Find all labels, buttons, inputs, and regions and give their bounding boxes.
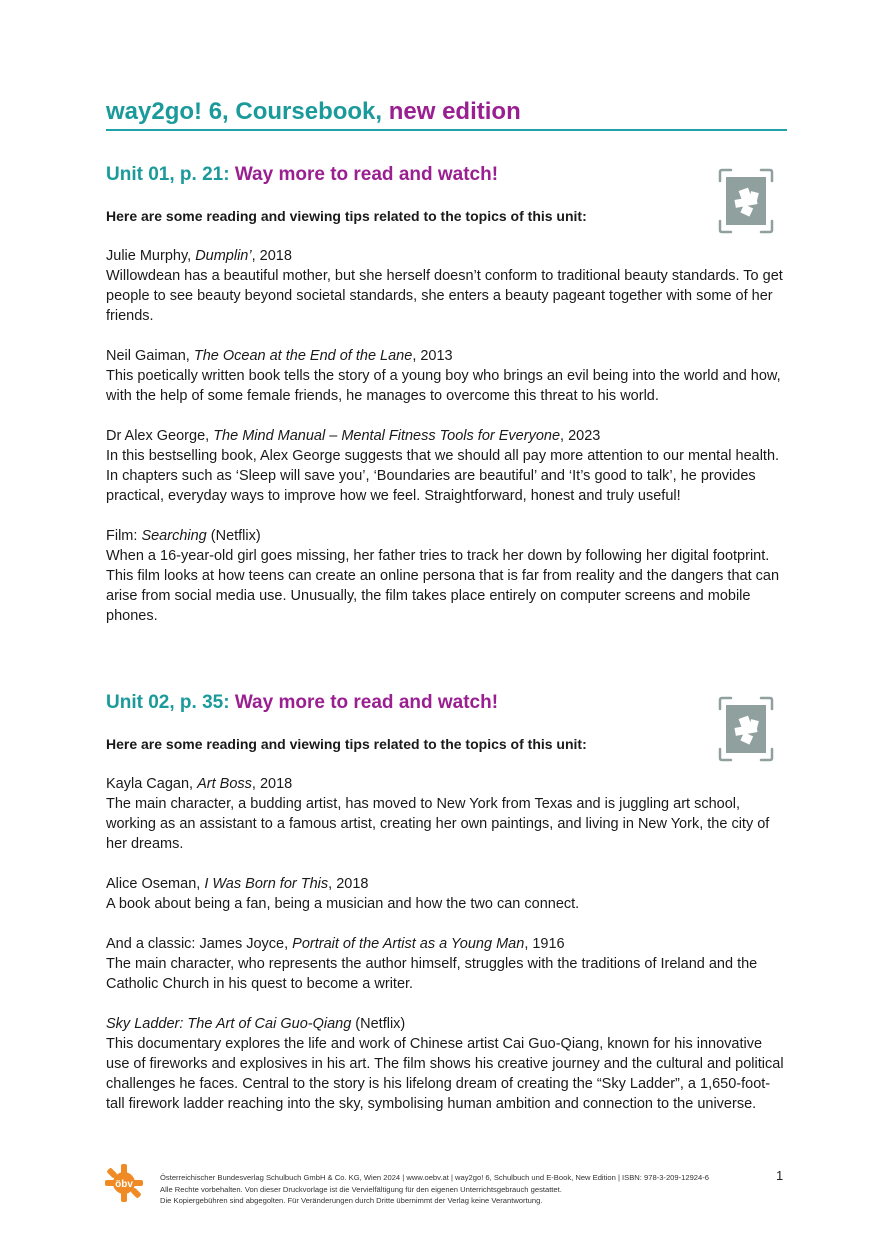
entry-work-title: The Mind Manual – Mental Fitness Tools for Everyone [213,428,561,444]
footer-line: Alle Rechte vorbehalten. Von dieser Druckvorlage ist die Vervielfältigung für den eigenen Unterrichtsgebrauch gestattet. [160,1184,562,1194]
title-edition: new edition [388,98,521,125]
footer-imprint [160,1172,770,1207]
unit-heading-prefix: Unit 02, p. 35: [106,692,230,713]
resource-link-icon[interactable] [717,168,775,234]
entry-description: Willowdean has a beautiful mother, but she herself doesn’t conform to traditional beauty standards. To get people to see beauty beyond societal standards, she enters a beauty pageant together with some of her friends. [106,268,783,324]
list-item [106,346,796,406]
list-item [106,874,796,914]
logo-text: öbv [115,1179,133,1190]
entry-title: Julie Murphy, Dumplin’, 2018 [106,248,292,264]
entry-work-title: Art Boss [197,776,252,792]
title-divider [106,129,787,131]
list-item [106,246,796,326]
entry-description: The main character, a budding artist, has moved to New York from Texas and is juggling art school, working as an assistant to a famous artist, creating her own paintings, and living in New York, the city of her dreams. [106,796,770,852]
list-item [106,526,796,626]
entry-title: Film: Searching (Netflix) [106,528,261,544]
unit-heading [106,690,796,716]
unit-heading-title: Way more to read and watch! [234,692,499,713]
footer-line: Österreichischer Bundesverlag Schulbuch GmbH & Co. KG, Wien 2024 | www.oebv.at | way2go! 6, Schulbuch und E-Book, New Edition | ISBN: 978-3-209-12924-6 [160,1173,710,1182]
document-title [106,96,786,128]
list-item [106,934,796,994]
list-item [106,426,796,506]
unit-02-section [106,690,796,1114]
unit-intro: Here are some reading and viewing tips related to the topics of this unit: [106,736,587,752]
entry-work-title: Portrait of the Artist as a Young Man [292,936,525,952]
resource-link-icon[interactable] [717,696,775,762]
unit-01-section [106,162,796,626]
entry-title: Kayla Cagan, Art Boss, 2018 [106,776,293,792]
title-main: way2go! 6, Coursebook, [106,98,383,125]
list-item [106,774,796,854]
entry-description: When a 16-year-old girl goes missing, her father tries to track her down by following her digital footprint. This film looks at how teens can create an online persona that is far from reality and the dangers that can arise from social media use. Unusually, the film takes place entirely on computer screens and mobile phones. [106,548,780,624]
entry-work-title: Sky Ladder: The Art of Cai Guo-Qiang [106,1016,352,1032]
list-item [106,1014,796,1114]
entry-title: Neil Gaiman, The Ocean at the End of the Lane, 2013 [106,348,453,364]
publisher-logo [104,1163,144,1203]
entry-description: This poetically written book tells the story of a young boy who brings an evil being into the world and how, with the help of some female friends, he manages to overcome this threat to his world. [106,368,781,404]
entry-description: The main character, who represents the author himself, struggles with the traditions of Ireland and the Catholic Church in his quest to become a writer. [106,956,758,992]
entry-title: Alice Oseman, I Was Born for This, 2018 [106,876,369,892]
entry-work-title: I Was Born for This [204,876,329,892]
entry-description: In this bestselling book, Alex George suggests that we should all pay more attention to our mental health. In chapters such as ‘Sleep will save you’, ‘Boundaries are beautiful’ and ‘It’s good to talk’, he provides practical, everyday ways to improve how we feel. Straightforward, honest and truly useful! [106,448,780,504]
entry-title: And a classic: James Joyce, Portrait of the Artist as a Young Man, 1916 [106,936,565,952]
entry-work-title: The Ocean at the End of the Lane [193,348,413,364]
unit-heading-prefix: Unit 01, p. 21: [106,164,230,185]
entry-description: A book about being a fan, being a musician and how the two can connect. [106,896,580,912]
unit-intro: Here are some reading and viewing tips related to the topics of this unit: [106,208,587,224]
entry-work-title: Searching [141,528,207,544]
footer-line: Die Kopiergebühren sind abgegolten. Für Veränderungen durch Dritte übernimmt der Verlag keine Verantwortung. [160,1196,543,1205]
entry-description: This documentary explores the life and work of Chinese artist Cai Guo-Qiang, known for his innovative use of fireworks and explosives in his art. The film shows his creative journey and the cultural and political challenges he faces. Central to the story is his lifelong dream of creating the “Sky Ladder”, a 1,650-foot-tall firework ladder reaching into the sky, symbolising human ambition and connection to the universe. [106,1036,784,1112]
unit-heading [106,162,796,188]
unit-heading-title: Way more to read and watch! [234,164,499,185]
page-number: 1 [776,1168,784,1183]
entry-title: Dr Alex George, The Mind Manual – Mental Fitness Tools for Everyone, 2023 [106,428,601,444]
entry-work-title: Dumplin’ [195,248,252,264]
entry-title: Sky Ladder: The Art of Cai Guo-Qiang (Netflix) [106,1016,406,1032]
